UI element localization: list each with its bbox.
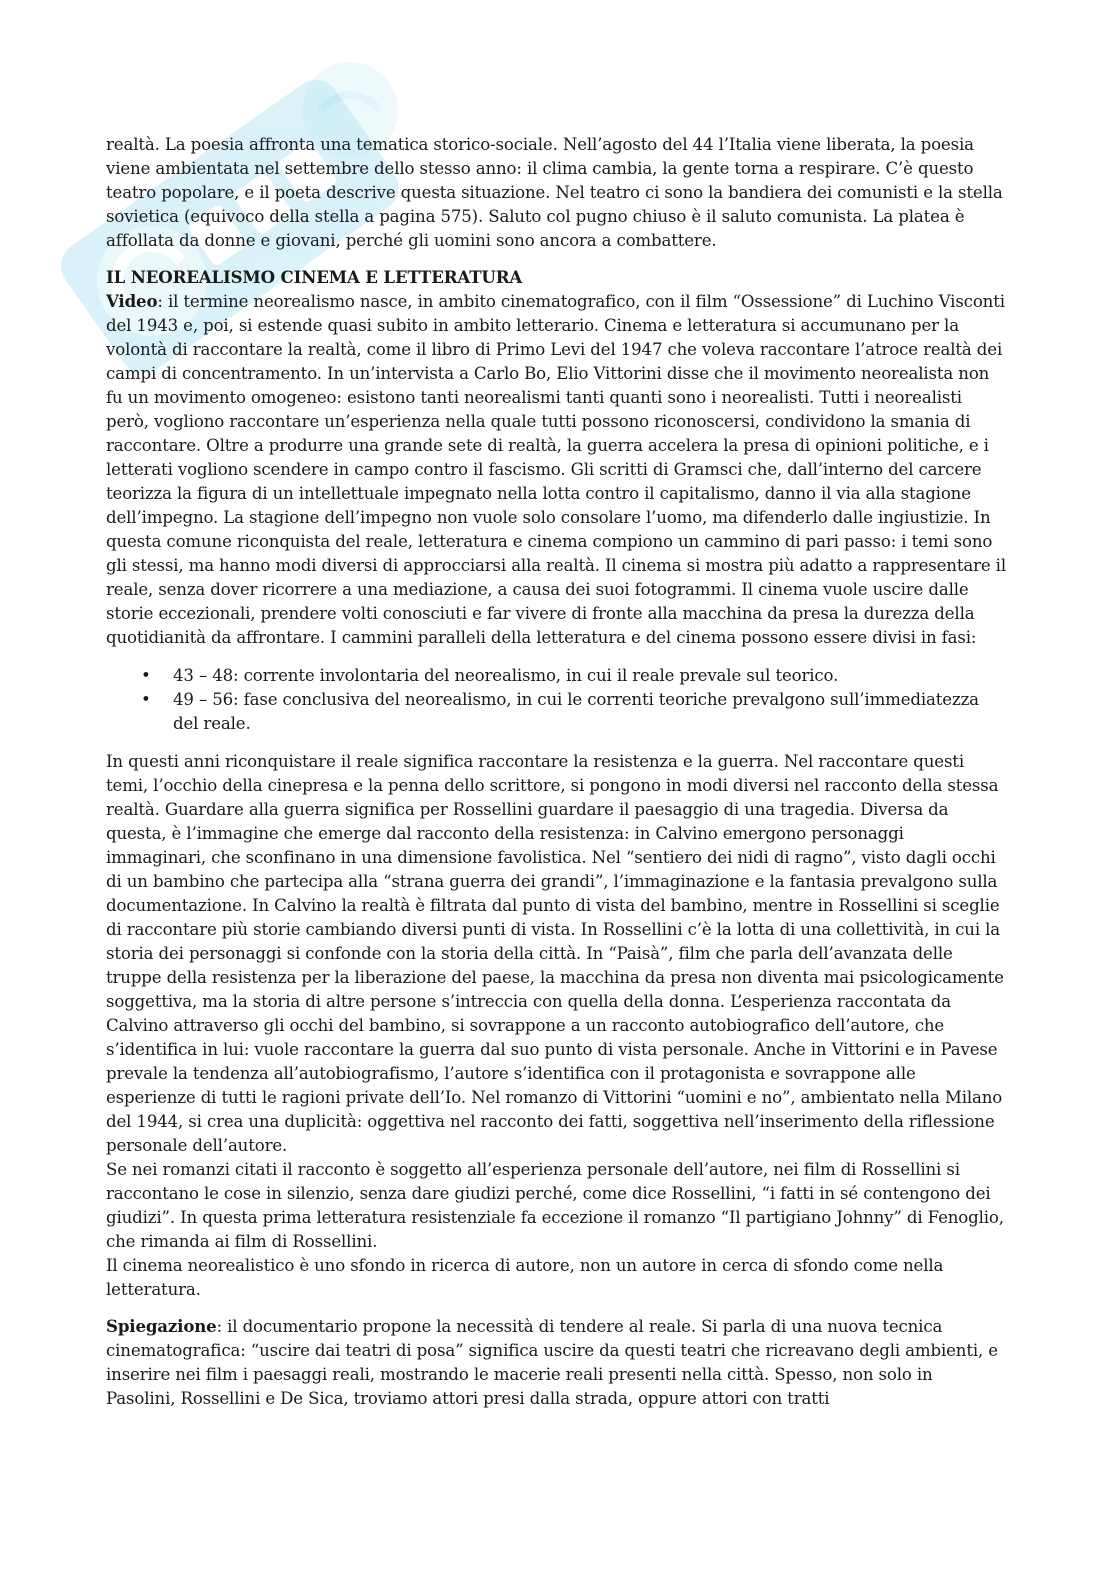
- bullet-icon: •: [141, 666, 151, 685]
- spiegazione-text: : il documentario propone la necessità di tendere al reale. Si parla di una nuova tecnica cinematografica: “uscire dai teatri di posa” significa uscire da questi teatri che ricreavano degli ambienti, e inserire nei film i paesaggi reali, mostrando le macerie reali presenti nella città. Spesso, non solo in Pasolini, Rossellini e De Sica, troviamo attori presi dalla strada, oppure attori con tratti: [106, 1317, 998, 1408]
- paragraph-resistance: In questi anni riconquistare il reale significa raccontare la resistenza e la guerra. Nel raccontare questi temi, l’occhio della cinepresa e la penna dello scrittore, si pongono in modi diversi nel racconto della stessa realtà. Guardare alla guerra significa per Rossellini guardare il paesaggio di una tragedia. Diversa da questa, è l’immagine che emerge dal racconto della resistenza: in Calvino emergono personaggi immaginari, che sconfinano in una dimensione favolistica. Nel “sentiero dei nidi di ragno”, visto dagli occhi di un bambino che partecipa alla “strana guerra dei grandi”, l’immaginazione e la fantasia prevalgono sulla documentazione. In Calvino la realtà è filtrata dal punto di vista del bambino, mentre in Rossellini si sceglie di raccontare più storie cambiando diversi punti di vista. In Rossellini c’è la lotta di una collettività, in cui la storia dei personaggi si confonde con la storia della città. In “Paisà”, film che parla dell’avanzata delle truppe della resistenza per la liberazione del paese, la macchina da presa non diventa mai psicologicamente soggettiva, ma la storia di altre persone s’intreccia con quella della donna. L’esperienza raccontata da Calvino attraverso gli occhi del bambino, si sovrappone a un racconto autobiografico dell’autore, che s’identifica in lui: vuole raccontare la guerra dal suo punto di vista personale. Anche in Vittorini e in Pavese prevale la tendenza all’autobiografismo, l’autore s’identifica con il protagonista e sovrappone alle esperienze di tutti le ragioni private dell’Io. Nel romanzo di Vittorini “uomini e no”, ambientato nella Milano del 1944, si crea una duplicità: oggettiva nel racconto dei fatti, soggettiva nell’inserimento della riflessione personale dell’autore.: [106, 752, 1004, 1155]
- paragraph-intro: realtà. La poesia affronta una tematica storico-sociale. Nell’agosto del 44 l’Italia viene liberata, la poesia viene ambientata nel settembre dello stesso anno: il clima cambia, la gente torna a respirare. C’è questo teatro popolare, e il poeta descrive questa situazione. Nel teatro ci sono la bandiera dei comunisti e la stella sovietica (equivoco della stella a pagina 575). Saluto col pugno chiuso è il saluto comunista. La platea è affollata da donne e giovani, perché gli uomini sono ancora a combattere.: [106, 135, 1003, 250]
- phases-list: [106, 664, 1006, 736]
- section-heading: IL NEOREALISMO CINEMA E LETTERATURA: [106, 267, 523, 287]
- paragraph-video: [106, 289, 1006, 650]
- video-label: Video: [106, 291, 158, 311]
- paragraph-rossellini: Se nei romanzi citati il racconto è soggetto all’esperienza personale dell’autore, nei film di Rossellini si raccontano le cose in silenzio, senza dare giudizi perché, come dice Rossellini, “i fatti in sé contengono dei giudizi”. In questa prima letteratura resistenziale fa eccezione il romanzo “Il partigiano Johnny” di Fenoglio, che rimanda ai film di Rossellini.: [106, 1160, 1004, 1251]
- video-text: : il termine neorealismo nasce, in ambito cinematografico, con il film “Ossessione” di Luchino Visconti del 1943 e, poi, si estende quasi subito in ambito letterario. Cinema e letteratura si accumunano per la volontà di raccontare la realtà, come il libro di Primo Levi del 1947 che voleva raccontare l’atroce realtà dei campi di concentramento. In un’intervista a Carlo Bo, Elio Vittorini disse che il movimento neorealista non fu un movimento omogeneo: esistono tanti neorealismi tanti quanti sono i neorealisti. Tutti i neorealisti però, vogliono raccontare un’esperienza nella quale tutti possono riconoscersi, condividono la smania di raccontare. Oltre a produrre una grande sete di realtà, la guerra accelera la presa di opinioni politiche, e i letterati vogliono scendere in campo contro il fascismo. Gli scritti di Gramsci che, dall’interno del carcere teorizza la figura di un intellettuale impegnato nella lotta contro il capitalismo, danno il via alla stagione dell’impegno. La stagione dell’impegno non vuole solo consolare l’uomo, ma difenderlo dalle ingiustizie. In questa comune riconquista del reale, letteratura e cinema compiono un cammino di pari passo: i temi sono gli stessi, ma hanno modi diversi di approcciarsi alla realtà. Il cinema si mostra più adatto a rappresentare il reale, senza dover ricorrere a una mediazione, a causa dei suoi fotogrammi. Il cinema vuole uscire dalle storie eccezionali, prendere volti conosciuti e far vivere di fronte alla macchina da presa la durezza della quotidianità da affrontare. I cammini paralleli della letteratura e del cinema possono essere divisi in fasi:: [106, 292, 1006, 647]
- document-page: [106, 133, 1006, 1411]
- spiegazione-label: Spiegazione: [106, 1316, 217, 1336]
- list-item: • 49 – 56: fase conclusiva del neorealismo, in cui le correnti teoriche prevalgono sull’immediatezza del reale.: [141, 690, 979, 733]
- paragraph-cinema: Il cinema neorealistico è uno sfondo in ricerca di autore, non un autore in cerca di sfondo come nella letteratura.: [106, 1256, 944, 1299]
- paragraph-spiegazione: [106, 1314, 1006, 1411]
- bullet-icon: •: [141, 690, 151, 709]
- list-item: • 43 – 48: corrente involontaria del neorealismo, in cui il reale prevale sul teorico.: [173, 664, 1006, 688]
